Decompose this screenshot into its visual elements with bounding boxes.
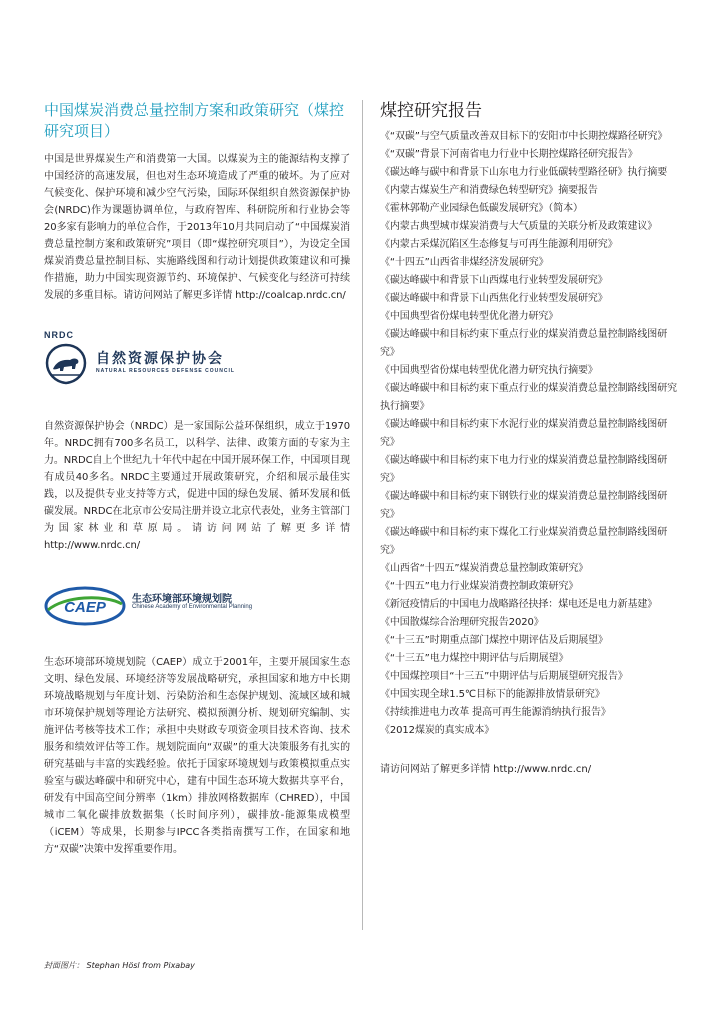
report-item: 《碳达峰碳中和目标约束下煤化工行业煤炭消费总量控制路线图研究》 bbox=[380, 527, 668, 556]
project-intro: 中国是世界煤炭生产和消费第一大国。以煤炭为主的能源结构支撑了中国经济的高速发展，但也对生态环境造成了严重的破坏。为了应对气候变化、保护环境和减少空气污染，国际环保组织自然资源保护协会(NRDC)作为课题协调单位，与政府智库、科研院所和行业协会等20多家有影响力的单位合作，于2013年10月共同启动了“中国煤炭消费总量控制方案和政策研究”项目（即“煤控研究项目”），为设定全国煤炭消费总量控制目标、实施路线图和行动计划提供政策建议和可操作措施，助力中国实现资源节约、环境保护、气候变化与经济可持续发展的多重目标。请访问网站了解更多详情 http://coalcap.nrdc.cn/ bbox=[44, 154, 350, 301]
report-item: 《碳达峰碳中和目标约束下钢铁行业的煤炭消费总量控制路线图研究》 bbox=[380, 491, 668, 520]
report-item: 《中国典型省份煤电转型优化潜力研究》 bbox=[380, 311, 559, 322]
caep-intro: 生态环境部环境规划院（CAEP）成立于2001年，主要开展国家生态文明、绿色发展、环境经济等发展战略研究，承担国家和地方中长期环境战略规划与年度计划、污染防治和生态保护规划、流域区域和城市环境保护规划等理论方法研究、模拟预测分析、规划研究编制、实施评估考核等技术工作；承担中央财政专项资金项目技术咨询、技术服务和绩效评估等工作。规划院面向“双碳”的重大决策服务有扎实的研究基础与丰富的实践经验。依托于国家环境规划与政策模拟重点实验室与碳达峰碳中和研究中心，建有中国生态环境大数据共享平台，研发有中国高空间分辨率（1km）排放网格数据库（CHRED），中国城市二氧化碳排放数据集（长时间序列），碳排放-能源集成模型（iCEM）等成果，长期参与IPCC各类指南撰写工作，在国家和地方“双碳”决策中发挥重要作用。 bbox=[44, 657, 350, 855]
report-item: 《内蒙古典型城市煤炭消费与大气质量的关联分析及政策建议》 bbox=[380, 221, 658, 232]
nrdc-name-en: NATURAL RESOURCES DEFENSE COUNCIL bbox=[96, 368, 235, 374]
report-item: 《碳达峰碳中和目标约束下电力行业的煤炭消费总量控制路线图研究》 bbox=[380, 455, 668, 484]
caep-name-en: Chinese Academy of Environmental Planning bbox=[132, 604, 253, 610]
left-column bbox=[44, 100, 350, 858]
report-item: 《中国散煤综合治理研究报告2020》 bbox=[380, 617, 544, 628]
nrdc-abbr: NRDC bbox=[44, 330, 74, 340]
report-item: 《内蒙古煤炭生产和消费绿色转型研究》摘要报告 bbox=[380, 185, 598, 196]
report-item: 《碳达峰碳中和背景下山西焦化行业转型发展研究》 bbox=[380, 293, 608, 304]
cover-credit: 封面图片： Stephan Hösl from Pixabay bbox=[44, 961, 195, 970]
report-item: 《碳达峰碳中和目标约束下重点行业的煤炭消费总量控制路线图研究执行摘要》 bbox=[380, 383, 677, 412]
report-item: 《“双碳”与空气质量改善双目标下的安阳市中长期控煤路径研究》 bbox=[380, 131, 668, 142]
report-item: 《碳达峰碳中和目标约束下重点行业的煤炭消费总量控制路线图研究》 bbox=[380, 329, 668, 358]
report-item: 《“十三五”时期重点部门煤控中期评估及后期展望》 bbox=[380, 635, 608, 646]
column-divider bbox=[362, 100, 363, 930]
right-column bbox=[380, 100, 680, 788]
report-item: 《“十三五”电力煤控中期评估与后期展望》 bbox=[380, 653, 569, 664]
report-item: 《中国典型省份煤电转型优化潜力研究执行摘要》 bbox=[380, 365, 598, 376]
report-item: 《中国煤控项目“十三五”中期评估与后期展望研究报告》 bbox=[380, 671, 628, 682]
caep-logo bbox=[44, 582, 350, 640]
report-item: 《碳达峰与碳中和背景下山东电力行业低碳转型路径研》执行摘要 bbox=[380, 167, 668, 178]
report-item: 《霍林郭勒产业园绿色低碳发展研究》（简本） bbox=[380, 203, 583, 214]
caep-emblem-icon bbox=[44, 586, 126, 626]
report-item: 《“十四五”电力行业煤炭消费控制政策研究》 bbox=[380, 581, 579, 592]
visit-link[interactable]: 请访问网站了解更多详情 http://www.nrdc.cn/ bbox=[380, 764, 592, 775]
caep-name-cn: 生态环境部环境规划院 bbox=[132, 594, 232, 605]
nrdc-intro: 自然资源保护协会（NRDC）是一家国际公益环保组织，成立于1970年。NRDC拥有700多名员工，以科学、法律、政策方面的专家为主力。NRDC自上个世纪九十年代中起在中国开展环保工作，中国项目现有成员40多名。NRDC主要通过开展政策研究，介绍和展示最佳实践，以及提供专业支持等方式，促进中国的绿色发展、循环发展和低碳发展。NRDC在北京市公安局注册并设立北京代表处，业务主管部门为国家林业和草原局。请访问网站了解更多详情 http://www.nrdc.cn/ bbox=[44, 421, 350, 551]
report-item: 《2012煤炭的真实成本》 bbox=[380, 725, 495, 736]
report-item: 《碳达峰碳中和背景下山西煤电行业转型发展研究》 bbox=[380, 275, 608, 286]
report-list bbox=[380, 128, 680, 740]
report-item: 《新冠疫情后的中国电力战略路径抉择：煤电还是电力新基建》 bbox=[380, 599, 658, 610]
report-item: 《中国实现全球1.5℃目标下的能源排放情景研究》 bbox=[380, 689, 605, 700]
report-item: 《内蒙古采煤沉陷区生态修复与可再生能源利用研究》 bbox=[380, 239, 618, 250]
caep-abbr: CAEP bbox=[64, 599, 106, 616]
project-title: 中国煤炭消费总量控制方案和政策研究（煤控研究项目） bbox=[44, 101, 345, 140]
nrdc-name-cn: 自然资源保护协会 bbox=[96, 351, 224, 367]
reports-title: 煤控研究报告 bbox=[380, 101, 482, 121]
report-item: 《持续推进电力改革 提高可再生能源消纳执行报告》 bbox=[380, 707, 611, 718]
nrdc-logo bbox=[44, 330, 350, 404]
report-item: 《“十四五”山西省非煤经济发展研究》 bbox=[380, 257, 549, 268]
report-item: 《山西省“十四五”煤炭消费总量控制政策研究》 bbox=[380, 563, 589, 574]
report-item: 《“双碳”背景下河南省电力行业中长期控煤路径研究报告》 bbox=[380, 149, 638, 160]
report-item: 《碳达峰碳中和目标约束下水泥行业的煤炭消费总量控制路线图研究》 bbox=[380, 419, 668, 448]
polar-bear-emblem-icon bbox=[44, 342, 88, 386]
